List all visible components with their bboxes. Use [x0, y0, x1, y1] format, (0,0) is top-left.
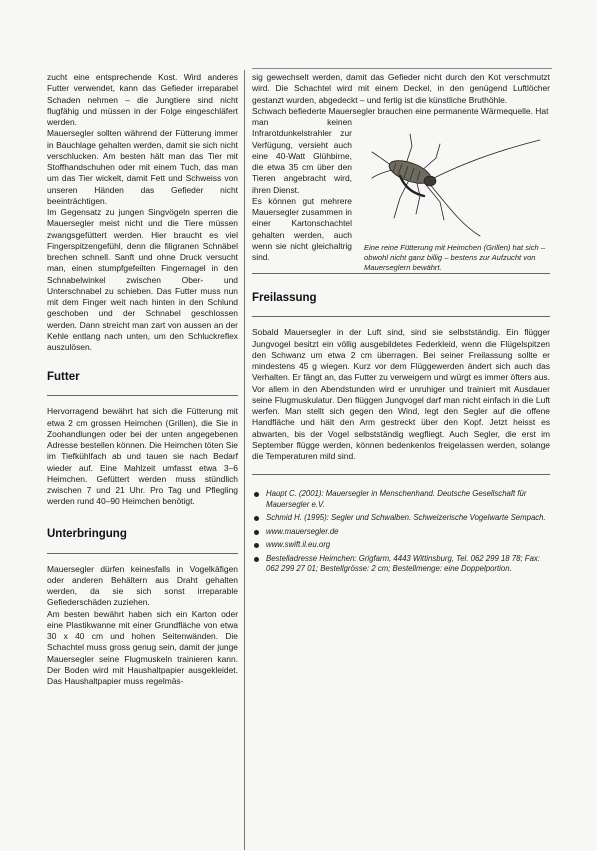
bullet-icon [254, 530, 259, 535]
reference-item: Bestelladresse Heimchen: Grigfarm, 4443 Wittinsburg, Tel. 062 299 18 78; Fax: 062 299 27 01; Bestellgrösse: 2 cm; Bestellmenge: eine Doppelportion. [252, 554, 550, 575]
reference-link[interactable]: www.swift.il.eu.org [252, 540, 550, 551]
body-paragraph: Hervorragend bewährt hat sich die Fütterung mit etwa 2 cm grossen Heimchen (Grillen), die Sie in Zoohandlungen oder bei der unten angegebenen Adresse bestellen können. Die Heimchen töten Sie im Tiefkühlfach ab und tauen sie nach Bedarf wieder auf. Eine Mahlzeit umfasst etwa 3–6 Heimchen. Gefüttert werden muss stündlich zwischen 7 und 21 Uhr. Pro Tag und Pflegling werden rund 40–90 Heimchen benötigt. [47, 406, 238, 507]
body-paragraph: Schwach befiederte Mauersegler brauchen eine permanente Wärmequelle. Hat [252, 105, 549, 116]
column-divider [244, 70, 245, 850]
body-paragraph: sig gewechselt werden, damit das Gefieder nicht durch den Kot verschmutzt wird. Die Schachtel wird mit einem Deckel, in den genügend Luftlöcher gestanzt wurden, abgedeckt – und fertig ist die künstliche Bruthöhle. [252, 72, 550, 105]
body-paragraph: Im Gegensatz zu jungen Singvögeln sperren die Mauersegler meist nicht und die Tiere müssen zwangsgefüttert werden. Hier braucht es viel Fingerspitzengefühl, denn die filigranen Schnäbel brechen schnell. Sanft und ohne Druck versucht man, einen stumpfgefeilten Fingernagel in den Schnabelwinkel zwischen Ober- und Unterschnabel zu schieben. Das Futter muss nun mit dem Finger weit nach hinten in den Schlund geschoben und der Schnabel geschlossen werden. Dann streicht man zart von aussen an der Kehle entlang nach unten, um den Schluckreflex auszulösen. [47, 207, 238, 352]
figure-wrap-section [252, 117, 550, 273]
section-rule [252, 474, 550, 475]
bullet-icon [254, 557, 259, 562]
body-paragraph: man keinen Infrarotdunkelstrahler zur Verfügung, versieht auch eine 40-Watt Glühbirne, die etwa 35 cm über den Tieren angebracht wird, ihren Dienst. [252, 117, 352, 195]
figure-caption: Eine reine Fütterung mit Heimchen (Grillen) hat sich – obwohl nicht ganz billig – bestens zur Aufzucht von Mauerseglern bewährt. [364, 243, 546, 273]
left-column [47, 72, 238, 687]
body-paragraph: Es können gut mehrere Mauersegler zusammen in einer Kartonschachtel gehalten werden, auch wenn sie nicht gleichaltrig sind. [252, 195, 352, 262]
section-heading-futter: Futter [47, 371, 80, 384]
bullet-icon [254, 543, 259, 548]
top-rule [252, 68, 552, 69]
body-paragraph: Mauersegler dürfen keinesfalls in Vogelkäfigen oder anderen Behältern aus Draht gehalten werden, da sie sich sonst irreparable Gefiederschäden zuziehen. [47, 563, 238, 608]
reference-list [252, 489, 550, 575]
section-rule [252, 316, 550, 317]
body-paragraph: Am besten bewährt haben sich ein Karton oder eine Plastikwanne mit einer Grundfläche von etwa 30 x 40 cm und hohen Seitenwänden. Die Schachtel muss gross genug sein, damit der junge Mauersegler seine Flugmuskeln trainieren kann. Der Boden wird mit Haushaltpapier ausgekleidet. Das Haushaltpapier muss regelmäs- [47, 608, 238, 686]
reference-item: Schmid H. (1995): Segler und Schwalben. Schweizerische Vogelwarte Sempach. [252, 513, 550, 524]
body-paragraph: zucht eine entsprechende Kost. Wird anderes Futter verwendet, kann das Gefieder irreparabel Schaden nehmen – die Jungtiere sind nicht flugfähig und müssen in der Folge eingeschläfert werden. [47, 72, 238, 127]
reference-link[interactable]: www.mauersegler.de [252, 527, 550, 538]
body-paragraph: Sobald Mauersegler in der Luft sind, sind sie selbstständig. Ein flügger Jungvogel besitzt ein völlig ausgebildetes Federkleid, wenn die Flügelspitzen den Schwanz um etwa 2 cm überragen. Bei seiner Freilassung sollte er mindestens 45 g wiegen. Kurz vor dem Flüggewerden ändert sich auch das Verhalten. Er fängt an, das Futter zu verweigern und würgt es immer öfters aus. Vor allem in den Abendstunden wird er unruhiger und trainiert mit Ausdauer seine Flugmuskulatur. Den flüggen Jungvogel darf man nicht einfach in die Luft werfen. Man stellt sich gegen den Wind, legt den Segler auf die offene Handfläche und hält den Arm gestreckt über den Kopf. Jetzt heisst es abwarten, bis der Vogel selbstständig wegfliegt. Auch Segler, die erst im September flügge werden, können bedenkenlos freigelassen werden, solange die Temperaturen mild sind. [252, 327, 550, 461]
right-column [252, 72, 550, 578]
section-rule [47, 553, 238, 554]
cricket-illustration-icon [370, 132, 545, 237]
body-paragraph: Mauersegler sollten während der Fütterung immer in Bauchlage gehalten werden, damit sie sich nicht verschlucken. Am besten hält man das Tier mit Stoffhandschuhen oder mit einem Tuch, das man um das Tier wickelt, damit Fett und Schweiss von unseren Händen das Gefieder nicht beeinträchtigen. [47, 128, 238, 206]
cricket-figure [364, 132, 550, 274]
bullet-icon [254, 492, 259, 497]
section-rule [47, 395, 238, 396]
reference-item: Haupt C. (2001): Mauersegler in Menschenhand. Deutsche Gesellschaft für Mauersegler e.V. [252, 489, 550, 510]
section-heading-freilassung: Freilassung [252, 292, 317, 305]
section-heading-unterbringung: Unterbringung [47, 527, 127, 540]
bullet-icon [254, 516, 259, 521]
